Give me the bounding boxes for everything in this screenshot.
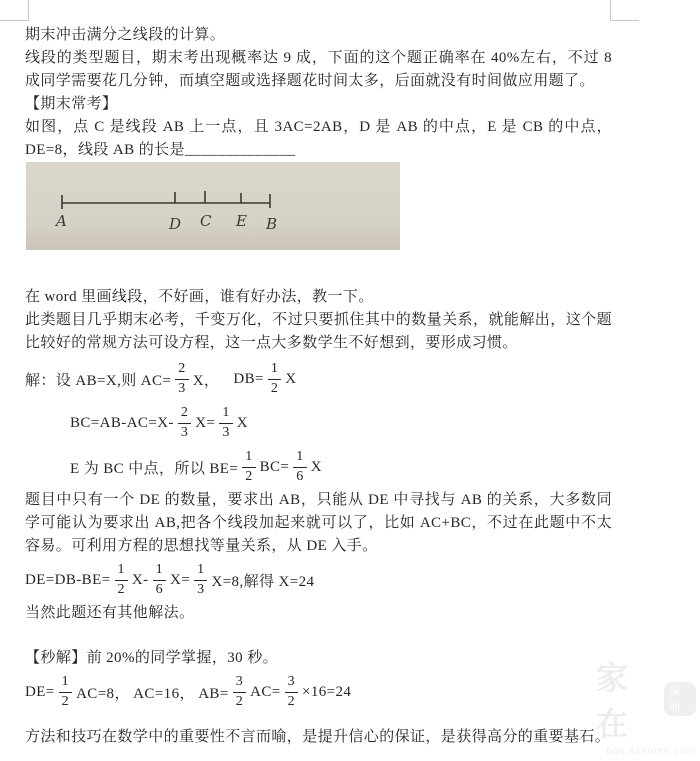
fraction-numerator: 1	[194, 561, 207, 580]
fraction-denominator: 6	[155, 581, 163, 597]
formula-text: X	[236, 414, 248, 431]
formula-text: X=8,解得 X=24	[211, 573, 315, 590]
fraction-numerator: 3	[233, 673, 246, 692]
formula-text: X	[285, 370, 297, 387]
de-equation	[25, 558, 612, 602]
fraction-numerator: 1	[59, 673, 72, 692]
closing-line: 方法和技巧在数学中的重要性不言而喻，是提升信心的保证，是获得高分的重要基石。	[25, 729, 611, 745]
watermark-city-badge: 深圳	[664, 682, 696, 716]
fraction-numerator: 1	[219, 404, 232, 423]
formula-text: AC=	[250, 683, 281, 700]
fraction-denominator: 3	[178, 380, 186, 396]
segment-drawing	[26, 162, 400, 250]
fraction	[153, 561, 166, 598]
solve-line-1	[25, 357, 612, 401]
formula-text: BC=	[259, 458, 290, 475]
label-point-a: A	[56, 212, 68, 230]
watermark-logo-text: 家在	[596, 660, 631, 742]
fraction-denominator: 2	[61, 693, 70, 709]
fraction-denominator: 2	[245, 468, 253, 484]
fraction	[175, 360, 188, 397]
fraction	[268, 360, 281, 397]
formula-text: ×16=24	[302, 683, 352, 700]
fraction-numerator: 1	[153, 561, 166, 580]
intro-paragraph: 线段的类型题目，期末考出现概率达 9 成，下面的这个题正确率在 40%左右，不过 8 成同学需要花几分钟，而填空题或选择题花时间太多，后面就没有时间做应用题了。	[25, 50, 612, 89]
fraction-numerator: 2	[178, 404, 191, 423]
segment-photo	[26, 162, 400, 250]
fraction	[285, 673, 298, 710]
formula-text: BC=AB-AC=X-	[70, 414, 174, 431]
solve-line-3	[70, 445, 612, 489]
formula-text: 设 AB=X,则 AC=	[55, 372, 172, 389]
label-point-b: B	[266, 215, 278, 233]
solve-line-2	[70, 401, 612, 445]
margin-crop-mark-left	[0, 0, 29, 21]
other-solutions-note: 当然此题还有其他解法。	[25, 605, 195, 621]
fraction-numerator: 3	[285, 673, 298, 692]
fraction-numerator: 1	[242, 448, 255, 467]
fraction	[219, 404, 232, 441]
fraction-numerator: 1	[115, 561, 128, 580]
fraction-denominator: 3	[222, 424, 230, 440]
quick-solve-header: 【秒解】前 20%的同学掌握，30 秒。	[25, 650, 278, 666]
problem-statement: 如图，点 C 是线段 AB 上一点，且 3AC=2AB，D 是 AB 的中点，E 是 CB 的中点，DE=8，线段 AB 的长是______________	[25, 119, 612, 158]
formula-text: X-	[131, 571, 149, 588]
formula-text: X	[310, 458, 322, 475]
fraction-denominator: 2	[270, 380, 279, 396]
formula-text: X，	[192, 372, 220, 389]
fraction	[178, 404, 191, 441]
fraction-denominator: 2	[287, 693, 296, 709]
formula-text: E 为 BC 中点，所以 BE=	[70, 460, 239, 477]
analysis-paragraph: 题目中只有一个 DE 的数量，要求出 AB，只能从 DE 中寻找与 AB 的关系，大多数同学可能认为要求出 AB,把各个线段加起来就可以了，比如 AC+BC，不过在此题中不太容易。可利用方程的思想找等量关系，从 DE 入手。	[25, 492, 612, 554]
section-exam-frequent: 【期末常考】	[25, 96, 118, 112]
margin-crop-mark-right	[610, 0, 639, 21]
fraction	[59, 673, 72, 710]
label-point-c: C	[200, 212, 212, 230]
fraction-denominator: 2	[235, 693, 244, 709]
fraction-denominator: 3	[180, 424, 189, 440]
formula-text: DE=DB-BE=	[25, 571, 111, 588]
title-line: 期末冲击满分之线段的计算。	[25, 27, 226, 43]
fraction-denominator: 2	[117, 581, 125, 597]
watermark-site-url: bbs.szhome.com	[606, 746, 696, 757]
solve-label: 解：	[25, 372, 56, 389]
fraction	[194, 561, 207, 598]
fraction-numerator: 1	[293, 448, 306, 467]
quick-solve-equation	[25, 670, 612, 714]
site-watermark	[596, 653, 696, 757]
label-point-e: E	[236, 212, 248, 230]
formula-text: AC=8， AC=16， AB=	[76, 685, 229, 702]
comment-word-drawing: 在 word 里画线段，不好画，谁有好办法，教一下。	[25, 289, 374, 305]
fraction-denominator: 6	[296, 468, 304, 484]
document-body	[25, 24, 612, 749]
formula-text: X=	[195, 414, 216, 431]
fraction	[293, 448, 306, 485]
method-paragraph: 此类题目几乎期末必考，千变万化，不过只要抓住其中的数量关系，就能解出，这个题比较好的常规方法可设方程，这一点大多数学生不好想到，要形成习惯。	[25, 312, 612, 351]
fraction	[115, 561, 128, 598]
fraction-numerator: 1	[268, 360, 281, 379]
formula-text: X=	[169, 571, 191, 588]
fraction	[233, 673, 246, 710]
formula-text: DB=	[233, 370, 264, 387]
label-point-d: D	[169, 215, 182, 233]
formula-text: DE=	[25, 683, 55, 700]
fraction-denominator: 3	[197, 581, 205, 597]
fraction-numerator: 2	[175, 360, 188, 379]
fraction	[242, 448, 255, 485]
